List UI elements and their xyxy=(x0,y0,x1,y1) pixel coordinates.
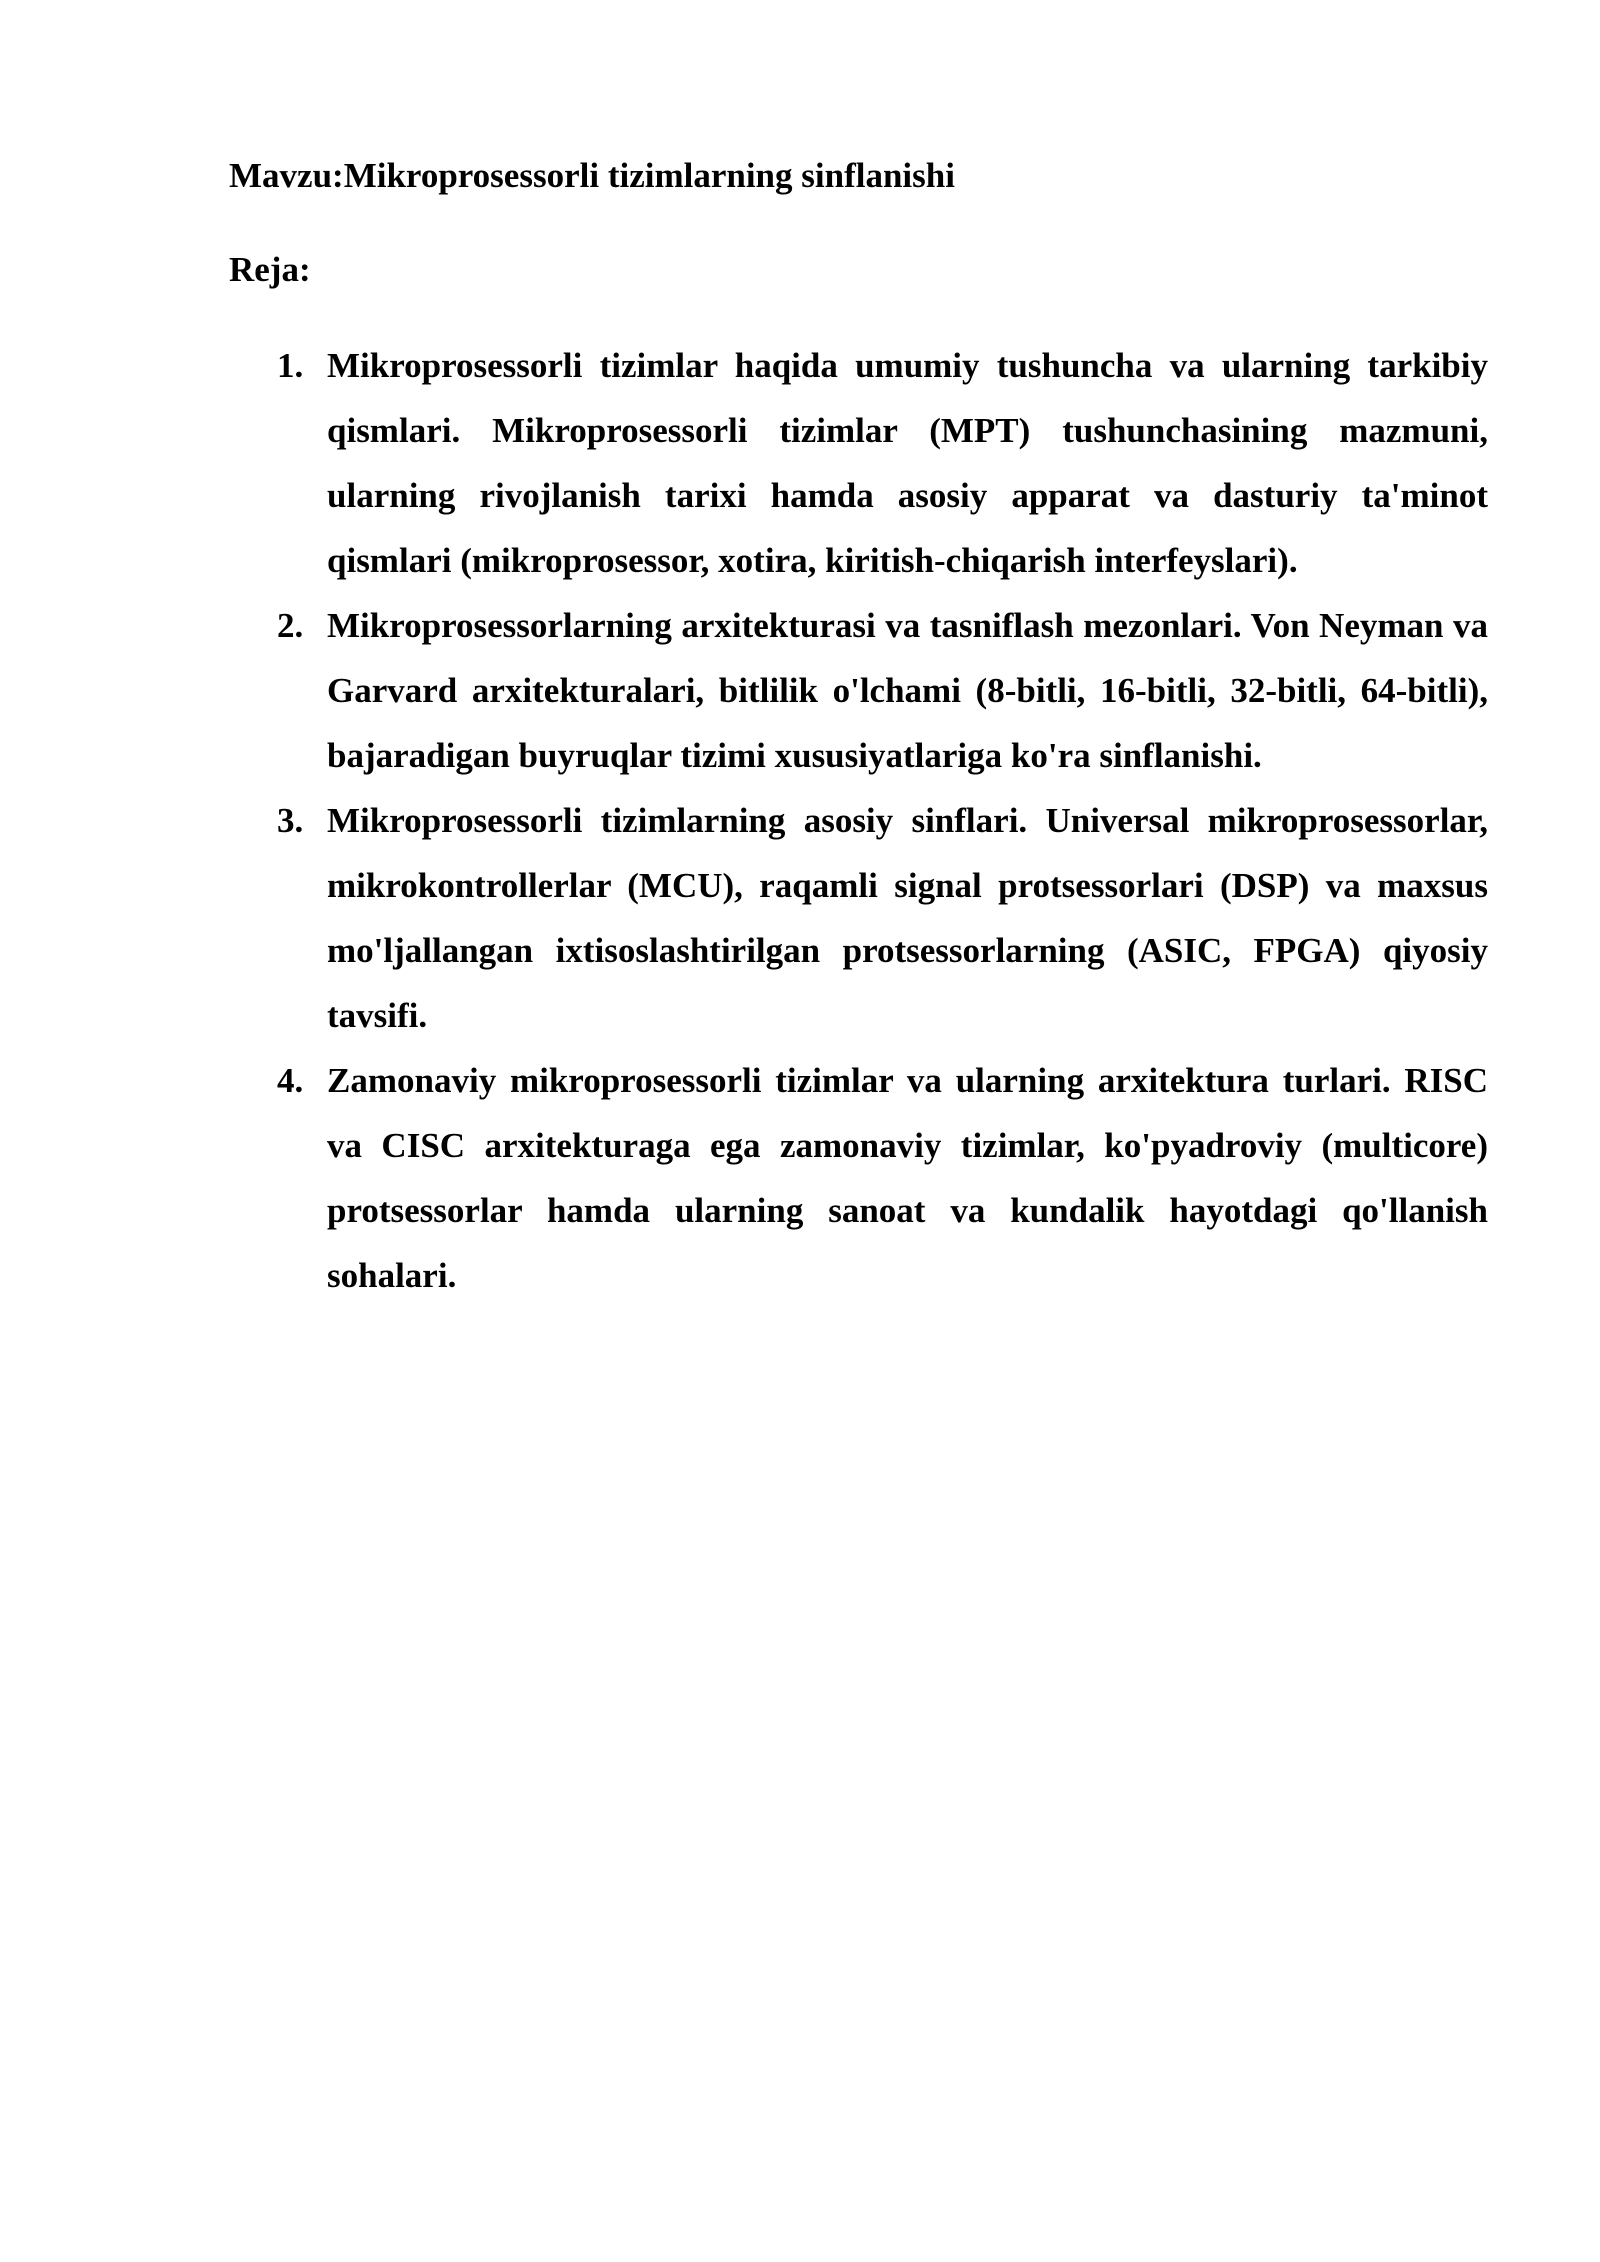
plan-item-number: 2. xyxy=(277,606,304,645)
plan-item-number: 4. xyxy=(277,1061,304,1100)
plan-item-2 xyxy=(229,593,1488,788)
plan-item-number: 3. xyxy=(277,801,304,840)
plan-list xyxy=(229,333,1488,1308)
plan-item-4 xyxy=(229,1048,1488,1308)
plan-item-text: Mikroprosessorli tizimlarning asosiy sinflari. Universal mikroprosessorlar, mikrokontrollerlar (MCU), raqamli signal protsessorlari (DSP) va maxsus mo'ljallangan ixtisoslashtirilgan protsessorlarning (ASIC, FPGA) qiyosiy tavsifi. xyxy=(327,801,1488,1035)
plan-item-text: Zamonaviy mikroprosessorli tizimlar va ularning arxitektura turlari. RISC va CISC arxitekturaga ega zamonaviy tizimlar, ko'pyadroviy (multicore) protsessorlar hamda ularning sanoat va kundalik hayotdagi qo'llanish sohalari. xyxy=(327,1061,1488,1295)
plan-item-number: 1. xyxy=(277,346,304,385)
plan-item-text: Mikroprosessorlarning arxitekturasi va tasniflash mezonlari. Von Neyman va Garvard arxitekturalari, bitlilik o'lchami (8-bitli, 16-bitli, 32-bitli, 64-bitli), bajaradigan buyruqlar tizimi xususiyatlariga ko'ra sinflanishi. xyxy=(327,606,1488,775)
plan-item-3 xyxy=(229,788,1488,1048)
plan-item-text: Mikroprosessorli tizimlar haqida umumiy tushuncha va ularning tarkibiy qismlari. Mikroprosessorli tizimlar (MPT) tushunchasining mazmuni, ularning rivojlanish tarixi hamda asosiy apparat va dasturiy ta'minot qismlari (mikroprosessor, xotira, kiritish-chiqarish interfeyslari). xyxy=(327,346,1488,580)
document-title: Mavzu:Mikroprosessorli tizimlarning sinflanishi xyxy=(229,156,955,195)
plan-item-1 xyxy=(229,333,1488,593)
plan-label: Reja: xyxy=(229,250,311,289)
